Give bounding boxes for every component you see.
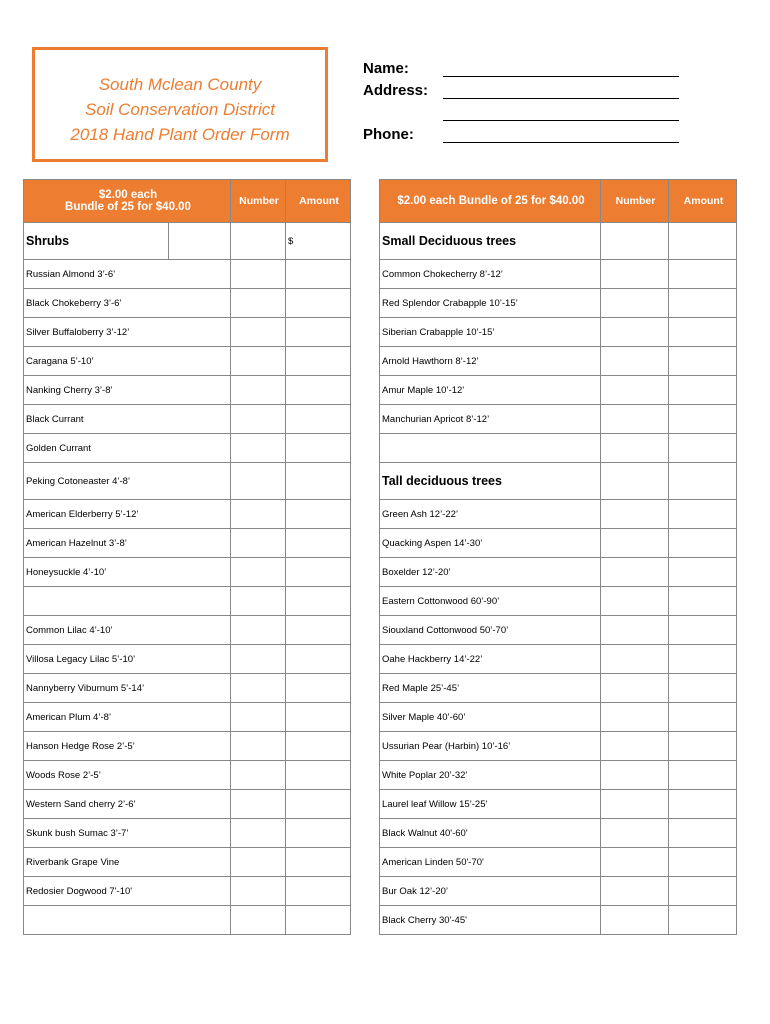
- number-cell[interactable]: [601, 434, 669, 463]
- amount-cell[interactable]: [286, 318, 351, 347]
- plant-name: Green Ash 12’-22’: [380, 500, 601, 529]
- number-cell[interactable]: [231, 819, 286, 848]
- section-number-cell[interactable]: [231, 223, 286, 260]
- number-cell[interactable]: [601, 405, 669, 434]
- amount-cell[interactable]: [286, 761, 351, 790]
- amount-cell[interactable]: [286, 645, 351, 674]
- table-row: [380, 819, 737, 848]
- plant-name: Common Lilac 4’-10’: [24, 616, 231, 645]
- contact-info: [363, 60, 683, 148]
- amount-cell[interactable]: [286, 289, 351, 318]
- amount-cell[interactable]: [286, 376, 351, 405]
- district-name-line2: Soil Conservation District: [85, 100, 275, 119]
- trees-order-table: [379, 179, 737, 935]
- left-price-header: [24, 180, 231, 223]
- amount-cell[interactable]: [669, 558, 737, 587]
- number-cell[interactable]: [231, 405, 286, 434]
- plant-name: Bur Oak 12’-20’: [380, 877, 601, 906]
- number-cell[interactable]: [601, 645, 669, 674]
- amount-cell[interactable]: [669, 405, 737, 434]
- amount-cell[interactable]: [286, 790, 351, 819]
- amount-cell[interactable]: [669, 877, 737, 906]
- amount-cell[interactable]: [669, 347, 737, 376]
- number-cell[interactable]: [231, 732, 286, 761]
- table-row: [380, 318, 737, 347]
- plant-name: Hanson Hedge Rose 2’-5’: [24, 732, 231, 761]
- plant-name: Siberian Crabapple 10’-15’: [380, 318, 601, 347]
- number-cell[interactable]: [231, 645, 286, 674]
- amount-cell[interactable]: [669, 500, 737, 529]
- amount-cell[interactable]: [669, 906, 737, 935]
- phone-label: Phone:: [363, 126, 414, 143]
- plant-name: Silver Maple 40’-60’: [380, 703, 601, 732]
- left-header-row: [24, 180, 351, 223]
- district-name-line1: South Mclean County: [98, 75, 262, 94]
- plant-name: Laurel leaf Willow 15’-25’: [380, 790, 601, 819]
- plant-name: Amur Maple 10’-12’: [380, 376, 601, 405]
- plant-name: American Elderberry 5’-12’: [24, 500, 231, 529]
- number-cell[interactable]: [231, 376, 286, 405]
- table-row: [24, 558, 351, 587]
- left-price-line1: $2.00 each: [98, 189, 158, 201]
- plant-name: [24, 906, 231, 935]
- table-row: [24, 848, 351, 877]
- plant-name: Russian Almond 3’-6’: [24, 260, 231, 289]
- tall-deciduous-section-label: Tall deciduous trees: [380, 463, 601, 500]
- plant-name: Red Splendor Crabapple 10’-15’: [380, 289, 601, 318]
- table-row: [380, 260, 737, 289]
- plant-name: Nannyberry Viburnum 5’-14’: [24, 674, 231, 703]
- number-cell[interactable]: [601, 318, 669, 347]
- amount-cell[interactable]: [669, 318, 737, 347]
- number-cell[interactable]: [231, 318, 286, 347]
- amount-cell[interactable]: [286, 616, 351, 645]
- plant-name: Manchurian Apricot 8’-12’: [380, 405, 601, 434]
- plant-name: Ussurian Pear (Harbin) 10’-16’: [380, 732, 601, 761]
- small-deciduous-section-label: Small Deciduous trees: [380, 223, 601, 260]
- plant-name: Arnold Hawthorn 8’-12’: [380, 347, 601, 376]
- table-row: [24, 790, 351, 819]
- plant-name: Golden Currant: [24, 434, 231, 463]
- name-field[interactable]: [443, 76, 679, 77]
- plant-name: Black Chokeberry 3’-6’: [24, 289, 231, 318]
- number-cell[interactable]: [601, 376, 669, 405]
- plant-name: Oahe Hackberry 14’-22’: [380, 645, 601, 674]
- plant-name: Black Currant: [24, 405, 231, 434]
- amount-cell[interactable]: [669, 761, 737, 790]
- amount-cell[interactable]: [286, 819, 351, 848]
- phone-field[interactable]: [443, 142, 679, 143]
- table-row: [24, 877, 351, 906]
- tall-deciduous-section-row: [380, 463, 737, 500]
- number-cell[interactable]: [601, 558, 669, 587]
- right-amount-header: Amount: [669, 180, 737, 223]
- amount-cell[interactable]: [669, 616, 737, 645]
- number-cell[interactable]: [231, 463, 286, 500]
- plant-name: Skunk bush Sumac 3’-7’: [24, 819, 231, 848]
- table-row: [380, 347, 737, 376]
- table-row: [380, 645, 737, 674]
- amount-cell[interactable]: [669, 529, 737, 558]
- plant-name: Riverbank Grape Vine: [24, 848, 231, 877]
- left-number-header: Number: [231, 180, 286, 223]
- table-row: [24, 434, 351, 463]
- amount-cell[interactable]: [286, 906, 351, 935]
- plant-name: Siouxland Cottonwood 50’-70’: [380, 616, 601, 645]
- plant-name: Caragana 5’-10’: [24, 347, 231, 376]
- table-row: [24, 906, 351, 935]
- table-row: [380, 790, 737, 819]
- number-cell[interactable]: [601, 529, 669, 558]
- amount-cell[interactable]: [669, 645, 737, 674]
- number-cell[interactable]: [601, 674, 669, 703]
- form-title-line: 2018 Hand Plant Order Form: [70, 125, 290, 144]
- table-row: [24, 405, 351, 434]
- plant-name: Red Maple 25’-45’: [380, 674, 601, 703]
- plant-name: Silver Buffaloberry 3’-12’: [24, 318, 231, 347]
- amount-cell[interactable]: [286, 500, 351, 529]
- plant-name: Boxelder 12’-20’: [380, 558, 601, 587]
- number-cell[interactable]: [231, 790, 286, 819]
- table-row: [380, 587, 737, 616]
- number-cell[interactable]: [601, 848, 669, 877]
- section-blank-cell: [169, 223, 231, 260]
- table-row: [24, 732, 351, 761]
- right-number-header: Number: [601, 180, 669, 223]
- plant-name: Western Sand cherry 2’-6’: [24, 790, 231, 819]
- plant-name: Black Cherry 30'-45': [380, 906, 601, 935]
- table-row: [380, 877, 737, 906]
- amount-cell[interactable]: [286, 674, 351, 703]
- table-row: [24, 703, 351, 732]
- number-cell[interactable]: [231, 260, 286, 289]
- amount-cell[interactable]: [286, 529, 351, 558]
- plant-name: Woods Rose 2’-5’: [24, 761, 231, 790]
- table-row: [380, 732, 737, 761]
- name-row: [363, 60, 683, 82]
- amount-cell[interactable]: [286, 877, 351, 906]
- table-row: [24, 529, 351, 558]
- plant-name: Honeysuckle 4’-10’: [24, 558, 231, 587]
- table-row: [380, 558, 737, 587]
- number-cell[interactable]: [601, 790, 669, 819]
- plant-name: American Hazelnut 3’-8’: [24, 529, 231, 558]
- address-label: Address:: [363, 82, 429, 99]
- left-amount-header: Amount: [286, 180, 351, 223]
- name-label: Name:: [363, 60, 409, 77]
- number-cell[interactable]: [601, 906, 669, 935]
- table-row: [380, 376, 737, 405]
- amount-cell[interactable]: [669, 260, 737, 289]
- address-row-2: [363, 104, 683, 126]
- table-row: [24, 587, 351, 616]
- number-cell[interactable]: [231, 529, 286, 558]
- address-field-2[interactable]: [443, 120, 679, 121]
- number-cell[interactable]: [231, 877, 286, 906]
- amount-cell[interactable]: [286, 587, 351, 616]
- amount-cell[interactable]: [286, 848, 351, 877]
- table-row: [380, 616, 737, 645]
- right-price-header: $2.00 each Bundle of 25 for $40.00: [380, 180, 601, 223]
- table-row: [24, 645, 351, 674]
- table-row: [380, 848, 737, 877]
- number-cell[interactable]: [231, 289, 286, 318]
- amount-cell[interactable]: [286, 558, 351, 587]
- table-row: [24, 761, 351, 790]
- amount-cell[interactable]: [286, 463, 351, 500]
- table-row: [380, 761, 737, 790]
- amount-cell[interactable]: [286, 260, 351, 289]
- table-row: [24, 318, 351, 347]
- table-row: [380, 500, 737, 529]
- amount-cell[interactable]: [669, 848, 737, 877]
- amount-cell[interactable]: [669, 376, 737, 405]
- amount-cell[interactable]: [669, 289, 737, 318]
- number-cell[interactable]: [601, 703, 669, 732]
- amount-cell[interactable]: [669, 434, 737, 463]
- table-row: [380, 529, 737, 558]
- table-row: [380, 405, 737, 434]
- phone-row: [363, 126, 683, 148]
- number-cell[interactable]: [601, 463, 669, 500]
- table-row: [24, 463, 351, 500]
- number-cell[interactable]: [601, 732, 669, 761]
- address-field-1[interactable]: [443, 98, 679, 99]
- amount-cell[interactable]: [669, 463, 737, 500]
- amount-cell[interactable]: [669, 790, 737, 819]
- table-row: [24, 819, 351, 848]
- plant-name: Peking Cotoneaster 4’-8’: [24, 463, 231, 500]
- amount-cell[interactable]: [669, 674, 737, 703]
- amount-cell[interactable]: [669, 819, 737, 848]
- right-header-row: [380, 180, 737, 223]
- number-cell[interactable]: [601, 260, 669, 289]
- amount-cell[interactable]: [669, 587, 737, 616]
- plant-name: Quacking Aspen 14’-30’: [380, 529, 601, 558]
- plant-name: Villosa Legacy Lilac 5’-10’: [24, 645, 231, 674]
- small-deciduous-section-row: [380, 223, 737, 260]
- number-cell[interactable]: [231, 558, 286, 587]
- number-cell[interactable]: [601, 761, 669, 790]
- section-amount-cell[interactable]: $: [286, 223, 351, 260]
- plant-name: White Poplar 20’-32’: [380, 761, 601, 790]
- table-row: [24, 260, 351, 289]
- number-cell[interactable]: [601, 877, 669, 906]
- number-cell[interactable]: [231, 906, 286, 935]
- number-cell[interactable]: [231, 434, 286, 463]
- shrubs-order-table: [23, 179, 351, 935]
- amount-cell[interactable]: [286, 434, 351, 463]
- table-row: [380, 703, 737, 732]
- plant-name: [380, 434, 601, 463]
- number-cell[interactable]: [601, 587, 669, 616]
- table-row: [24, 347, 351, 376]
- left-price-line2: Bundle of 25 for $40.00: [65, 201, 191, 213]
- table-row: [24, 289, 351, 318]
- table-row: [380, 674, 737, 703]
- table-row: [24, 674, 351, 703]
- plant-name: [24, 587, 231, 616]
- plant-name: Common Chokecherry 8’-12’: [380, 260, 601, 289]
- amount-cell[interactable]: [286, 732, 351, 761]
- table-row: [24, 500, 351, 529]
- number-cell[interactable]: [231, 761, 286, 790]
- table-row: [380, 434, 737, 463]
- plant-name: American Plum 4’-8’: [24, 703, 231, 732]
- number-cell[interactable]: [231, 616, 286, 645]
- form-title-box: [32, 47, 328, 162]
- number-cell[interactable]: [601, 819, 669, 848]
- number-cell[interactable]: [231, 500, 286, 529]
- table-row: [24, 376, 351, 405]
- shrubs-section-row: [24, 223, 351, 260]
- amount-cell[interactable]: [669, 223, 737, 260]
- plant-name: Nanking Cherry 3’-8’: [24, 376, 231, 405]
- plant-name: Redosier Dogwood 7'-10': [24, 877, 231, 906]
- amount-cell[interactable]: [669, 703, 737, 732]
- amount-cell[interactable]: [286, 703, 351, 732]
- plant-name: Black Walnut 40'-60': [380, 819, 601, 848]
- number-cell[interactable]: [601, 223, 669, 260]
- plant-name: Eastern Cottonwood 60’-90’: [380, 587, 601, 616]
- number-cell[interactable]: [231, 703, 286, 732]
- number-cell[interactable]: [601, 500, 669, 529]
- number-cell[interactable]: [231, 347, 286, 376]
- number-cell[interactable]: [231, 674, 286, 703]
- amount-cell[interactable]: [669, 732, 737, 761]
- number-cell[interactable]: [601, 347, 669, 376]
- table-row: [380, 289, 737, 318]
- amount-cell[interactable]: [286, 405, 351, 434]
- number-cell[interactable]: [231, 587, 286, 616]
- number-cell[interactable]: [601, 289, 669, 318]
- shrubs-section-label: Shrubs: [24, 223, 169, 260]
- plant-name: American Linden 50'-70': [380, 848, 601, 877]
- table-row: [380, 906, 737, 935]
- number-cell[interactable]: [231, 848, 286, 877]
- address-row: [363, 82, 683, 104]
- table-row: [24, 616, 351, 645]
- amount-cell[interactable]: [286, 347, 351, 376]
- number-cell[interactable]: [601, 616, 669, 645]
